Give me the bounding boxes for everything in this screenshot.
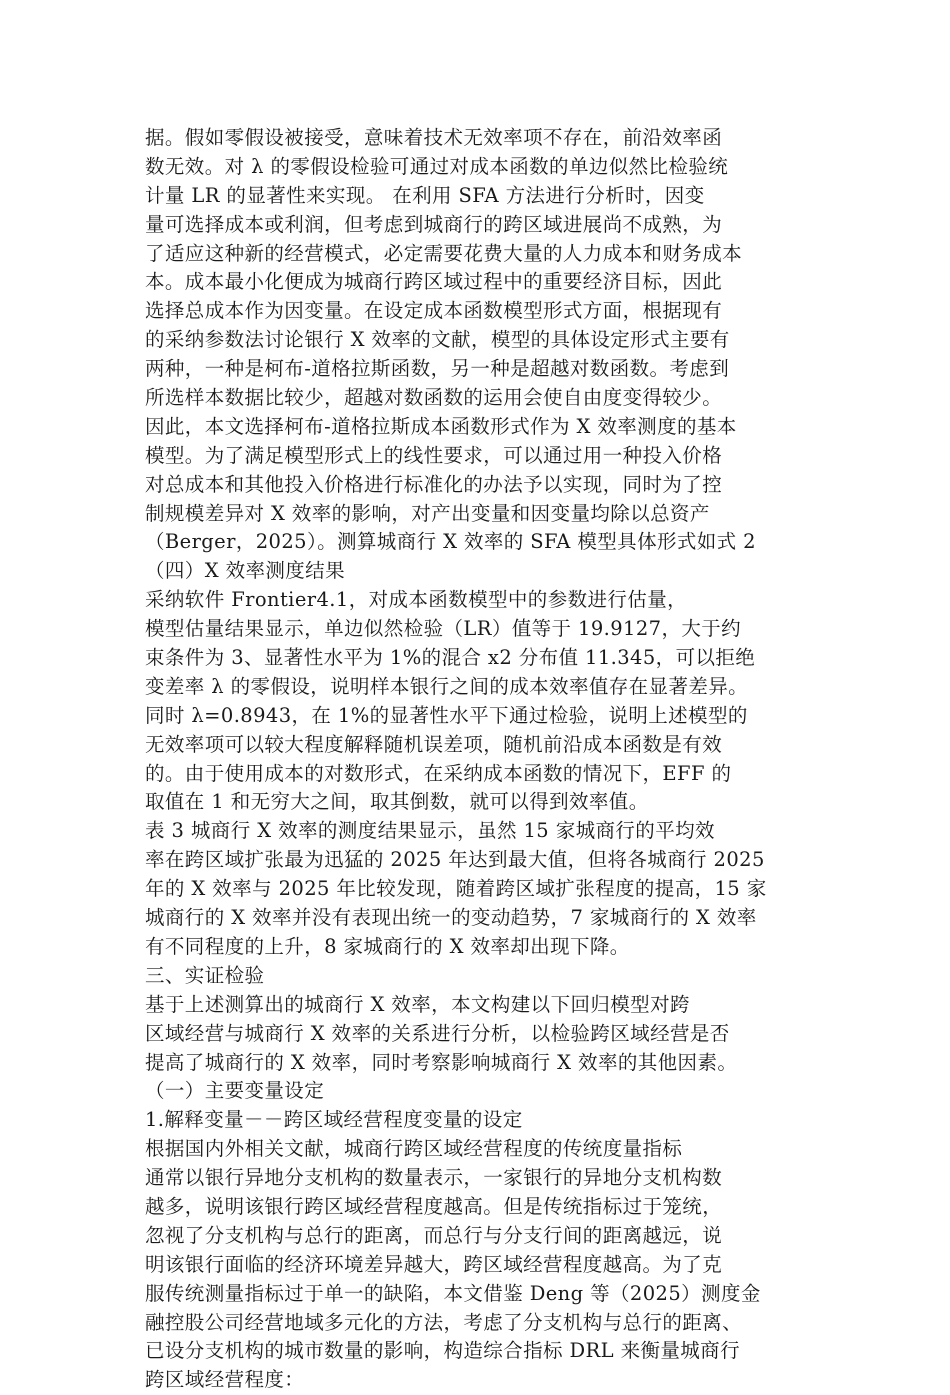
text-line: 城商行的 X 效率并没有表现出统一的变动趋势，7 家城商行的 X 效率 — [145, 906, 757, 930]
text-line: 对总成本和其他投入价格进行标准化的办法予以实现，同时为了控 — [145, 472, 723, 496]
text-line: 率在跨区域扩张最为迅猛的 2025 年达到最大值，但将各城商行 2025 — [145, 848, 765, 872]
text-line: 有不同程度的上升，8 家城商行的 X 效率却出现下降。 — [145, 934, 630, 958]
text-line: 采纳软件 Frontier4.1，对成本函数模型中的参数进行估量， — [145, 588, 687, 612]
text-line: 越多，说明该银行跨区域经营程度越高。但是传统指标过于笼统， — [145, 1194, 723, 1218]
text-line: 所选样本数据比较少，超越对数函数的运用会使自由度变得较少。 — [145, 386, 723, 410]
text-line: 取值在 1 和无穷大之间，取其倒数，就可以得到效率值。 — [145, 790, 649, 814]
text-line: 选择总成本作为因变量。在设定成本函数模型形式方面，根据现有 — [145, 299, 723, 323]
text-line: 区域经营与城商行 X 效率的关系进行分析，以检验跨区域经营是否 — [145, 1021, 730, 1045]
text-line: 因此，本文选择柯布-道格拉斯成本函数形式作为 X 效率测度的基本 — [145, 414, 737, 438]
text-line: （Berger，2025）。测算城商行 X 效率的 SFA 模型具体形式如式 2 — [145, 530, 756, 554]
subsection-heading: 1.解释变量－－跨区域经营程度变量的设定 — [145, 1108, 523, 1132]
text-line: 提高了城商行的 X 效率，同时考察影响城商行 X 效率的其他因素。 — [145, 1050, 738, 1074]
text-line: 制规模差异对 X 效率的影响，对产出变量和因变量均除以总资产 — [145, 501, 710, 525]
text-line: 服传统测量指标过于单一的缺陷，本文借鉴 Deng 等（2025）测度金 — [145, 1281, 761, 1305]
body-text — [145, 124, 815, 1395]
text-line: 年的 X 效率与 2025 年比较发现，随着跨区域扩张程度的提高，15 家 — [145, 877, 767, 901]
text-line: 基于上述测算出的城商行 X 效率，本文构建以下回归模型对跨 — [145, 992, 690, 1016]
text-line: 的采纳参数法讨论银行 X 效率的文献，模型的具体设定形式主要有 — [145, 328, 730, 352]
text-line: 模型估量结果显示，单边似然检验（LR）值等于 19.9127，大于约 — [145, 617, 742, 641]
text-line: 根据国内外相关文献，城商行跨区域经营程度的传统度量指标 — [145, 1137, 683, 1161]
text-line: 计量 LR 的显著性来实现。 在利用 SFA 方法进行分析时，因变 — [145, 183, 705, 207]
text-line: 跨区域经营程度： — [145, 1368, 305, 1392]
text-line: 据。假如零假设被接受，意味着技术无效率项不存在，前沿效率函 — [145, 126, 723, 149]
text-line: 的。由于使用成本的对数形式，在采纳成本函数的情况下，EFF 的 — [145, 761, 732, 785]
text-line: 已设分支机构的城市数量的影响，构造综合指标 DRL 来衡量城商行 — [145, 1339, 740, 1363]
text-line: 变差率 λ 的零假设，说明样本银行之间的成本效率值存在显著差异。 — [145, 674, 749, 698]
text-line: 模型。为了满足模型形式上的线性要求，可以通过用一种投入价格 — [145, 443, 723, 467]
text-line: 束条件为 3、显著性水平为 1%的混合 x2 分布值 11.345，可以拒绝 — [145, 646, 756, 670]
text-line: 本。成本最小化便成为城商行跨区域过程中的重要经济目标，因此 — [145, 270, 723, 294]
text-line: 数无效。对 λ 的零假设检验可通过对成本函数的单边似然比检验统 — [145, 154, 729, 178]
text-line: 无效率项可以较大程度解释随机误差项，随机前沿成本函数是有效 — [145, 732, 723, 756]
text-line: 融控股公司经营地域多元化的方法，考虑了分支机构与总行的距离、 — [145, 1310, 743, 1334]
text-line: 明该银行面临的经济环境差异越大，跨区域经营程度越高。为了克 — [145, 1252, 723, 1276]
text-line: 表 3 城商行 X 效率的测度结果显示，虽然 15 家城商行的平均效 — [145, 819, 715, 843]
text-line: 同时 λ=0.8943，在 1%的显著性水平下通过检验，说明上述模型的 — [145, 703, 748, 727]
section-heading: 三、实证检验 — [145, 963, 265, 987]
text-line: 两种，一种是柯布-道格拉斯函数，另一种是超越对数函数。考虑到 — [145, 357, 730, 381]
text-line: 量可选择成本或利润，但考虑到城商行的跨区域进展尚不成熟，为 — [145, 212, 723, 236]
text-line: 忽视了分支机构与总行的距离，而总行与分支行间的距离越远，说 — [145, 1223, 723, 1247]
text-line: 通常以银行异地分支机构的数量表示，一家银行的异地分支机构数 — [145, 1166, 723, 1190]
text-line: 了适应这种新的经营模式，必定需要花费大量的人力成本和财务成本 — [145, 241, 743, 265]
section-heading: （四）X 效率测度结果 — [145, 559, 345, 583]
section-heading: （一）主要变量设定 — [145, 1079, 325, 1103]
